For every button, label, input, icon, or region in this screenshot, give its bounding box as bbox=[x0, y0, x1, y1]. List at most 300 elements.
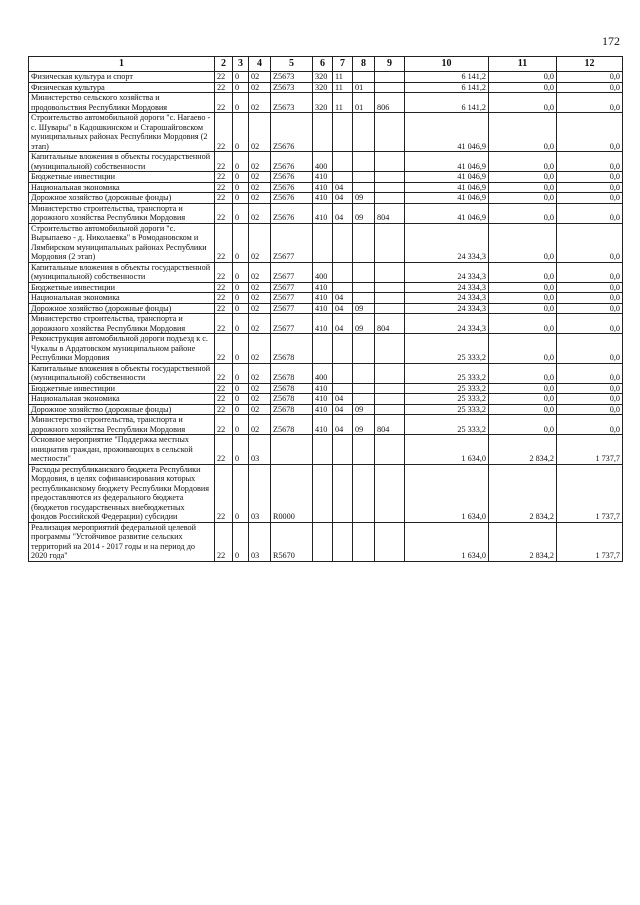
target-code-cell: Z5676 bbox=[271, 152, 313, 172]
col-4-cell: 03 bbox=[249, 464, 271, 522]
section-cell bbox=[333, 113, 353, 152]
amount-col-12-cell: 0,0 bbox=[557, 383, 623, 394]
col-3-cell: 0 bbox=[233, 303, 249, 314]
row-name-cell: Реконструкция автомобильной дороги подъезд к с. Чукалы в Ардатовском муниципальном районе Республики Мордовия bbox=[29, 334, 215, 364]
col-4-cell: 02 bbox=[249, 193, 271, 204]
subsection-cell: 01 bbox=[353, 82, 375, 93]
row-name-cell: Строительство автомобильной дороги "с. Вырыпаево - д. Николаевка" в Ромодановском и Лямбирском муниципальных районах Республики Мордовия (2 этап) bbox=[29, 223, 215, 262]
header-row bbox=[29, 57, 623, 72]
target-code-cell: Z5678 bbox=[271, 404, 313, 415]
target-code-cell: Z5678 bbox=[271, 363, 313, 383]
col-4-cell: 02 bbox=[249, 172, 271, 183]
amount-col-11-cell: 0,0 bbox=[489, 113, 557, 152]
col-3-cell: 0 bbox=[233, 404, 249, 415]
col-2-cell: 22 bbox=[215, 113, 233, 152]
section-cell bbox=[333, 363, 353, 383]
amount-col-11-cell: 0,0 bbox=[489, 72, 557, 83]
amount-col-10-cell: 25 333,2 bbox=[405, 334, 489, 364]
col-3-cell: 0 bbox=[233, 363, 249, 383]
section-cell: 11 bbox=[333, 93, 353, 113]
section-cell: 11 bbox=[333, 82, 353, 93]
amount-col-12-cell: 0,0 bbox=[557, 182, 623, 193]
col-3-cell: 0 bbox=[233, 113, 249, 152]
table-row bbox=[29, 172, 623, 183]
amount-col-10-cell: 25 333,2 bbox=[405, 415, 489, 435]
column-header: 11 bbox=[489, 57, 557, 72]
col-4-cell: 02 bbox=[249, 363, 271, 383]
table-row bbox=[29, 522, 623, 561]
column-header: 4 bbox=[249, 57, 271, 72]
target-code-cell: Z5677 bbox=[271, 223, 313, 262]
target-code-cell: Z5673 bbox=[271, 93, 313, 113]
amount-col-10-cell: 41 046,9 bbox=[405, 172, 489, 183]
col-2-cell: 22 bbox=[215, 464, 233, 522]
ministry-code-cell bbox=[375, 363, 405, 383]
expense-type-cell: 320 bbox=[313, 93, 333, 113]
amount-col-12-cell: 1 737,7 bbox=[557, 435, 623, 465]
amount-col-11-cell: 0,0 bbox=[489, 415, 557, 435]
amount-col-12-cell: 0,0 bbox=[557, 193, 623, 204]
amount-col-12-cell: 1 737,7 bbox=[557, 464, 623, 522]
col-2-cell: 22 bbox=[215, 72, 233, 83]
ministry-code-cell: 804 bbox=[375, 415, 405, 435]
ministry-code-cell bbox=[375, 394, 405, 405]
col-4-cell: 03 bbox=[249, 435, 271, 465]
table-row bbox=[29, 314, 623, 334]
col-2-cell: 22 bbox=[215, 314, 233, 334]
ministry-code-cell bbox=[375, 152, 405, 172]
ministry-code-cell: 804 bbox=[375, 314, 405, 334]
amount-col-12-cell: 0,0 bbox=[557, 404, 623, 415]
row-name-cell: Национальная экономика bbox=[29, 182, 215, 193]
column-header: 12 bbox=[557, 57, 623, 72]
amount-col-10-cell: 24 334,3 bbox=[405, 314, 489, 334]
col-4-cell: 02 bbox=[249, 152, 271, 172]
row-name-cell: Дорожное хозяйство (дорожные фонды) bbox=[29, 404, 215, 415]
target-code-cell: Z5677 bbox=[271, 303, 313, 314]
target-code-cell: Z5677 bbox=[271, 282, 313, 293]
expense-type-cell: 410 bbox=[313, 172, 333, 183]
amount-col-11-cell: 0,0 bbox=[489, 172, 557, 183]
table-row bbox=[29, 363, 623, 383]
amount-col-10-cell: 24 334,3 bbox=[405, 293, 489, 304]
subsection-cell: 09 bbox=[353, 203, 375, 223]
col-4-cell: 02 bbox=[249, 262, 271, 282]
col-3-cell: 0 bbox=[233, 282, 249, 293]
col-4-cell: 02 bbox=[249, 82, 271, 93]
subsection-cell: 09 bbox=[353, 404, 375, 415]
col-4-cell: 02 bbox=[249, 72, 271, 83]
amount-col-11-cell: 0,0 bbox=[489, 182, 557, 193]
ministry-code-cell bbox=[375, 113, 405, 152]
target-code-cell bbox=[271, 435, 313, 465]
amount-col-11-cell: 0,0 bbox=[489, 363, 557, 383]
row-name-cell: Реализация мероприятий федеральной целевой программы "Устойчивое развитие сельских территорий на 2014 - 2017 годы и на период до 2020 года" bbox=[29, 522, 215, 561]
col-2-cell: 22 bbox=[215, 193, 233, 204]
table-row bbox=[29, 334, 623, 364]
column-header: 7 bbox=[333, 57, 353, 72]
target-code-cell: R0000 bbox=[271, 464, 313, 522]
target-code-cell: Z5676 bbox=[271, 113, 313, 152]
subsection-cell bbox=[353, 152, 375, 172]
amount-col-12-cell: 0,0 bbox=[557, 172, 623, 183]
expense-type-cell: 410 bbox=[313, 383, 333, 394]
section-cell: 04 bbox=[333, 182, 353, 193]
target-code-cell: Z5676 bbox=[271, 193, 313, 204]
expense-type-cell: 410 bbox=[313, 293, 333, 304]
col-4-cell: 02 bbox=[249, 383, 271, 394]
table-row bbox=[29, 72, 623, 83]
table-row bbox=[29, 435, 623, 465]
col-3-cell: 0 bbox=[233, 223, 249, 262]
amount-col-12-cell: 0,0 bbox=[557, 314, 623, 334]
row-name-cell: Национальная экономика bbox=[29, 293, 215, 304]
col-3-cell: 0 bbox=[233, 522, 249, 561]
subsection-cell bbox=[353, 435, 375, 465]
amount-col-12-cell: 0,0 bbox=[557, 82, 623, 93]
table-row bbox=[29, 113, 623, 152]
expense-type-cell bbox=[313, 522, 333, 561]
col-4-cell: 02 bbox=[249, 282, 271, 293]
col-2-cell: 22 bbox=[215, 293, 233, 304]
col-3-cell: 0 bbox=[233, 203, 249, 223]
amount-col-10-cell: 41 046,9 bbox=[405, 193, 489, 204]
col-4-cell: 02 bbox=[249, 293, 271, 304]
row-name-cell: Министерство строительства, транспорта и дорожного хозяйства Республики Мордовия bbox=[29, 203, 215, 223]
amount-col-11-cell: 0,0 bbox=[489, 404, 557, 415]
amount-col-11-cell: 2 834,2 bbox=[489, 522, 557, 561]
amount-col-12-cell: 0,0 bbox=[557, 293, 623, 304]
col-2-cell: 22 bbox=[215, 172, 233, 183]
ministry-code-cell bbox=[375, 193, 405, 204]
section-cell: 04 bbox=[333, 404, 353, 415]
expense-type-cell bbox=[313, 464, 333, 522]
subsection-cell bbox=[353, 172, 375, 183]
ministry-code-cell bbox=[375, 282, 405, 293]
amount-col-11-cell: 0,0 bbox=[489, 303, 557, 314]
row-name-cell: Министерство строительства, транспорта и дорожного хозяйства Республики Мордовия bbox=[29, 415, 215, 435]
amount-col-10-cell: 25 333,2 bbox=[405, 394, 489, 405]
page-number: 172 bbox=[602, 34, 620, 48]
amount-col-11-cell: 2 834,2 bbox=[489, 435, 557, 465]
table-row bbox=[29, 182, 623, 193]
expense-type-cell: 410 bbox=[313, 404, 333, 415]
amount-col-10-cell: 41 046,9 bbox=[405, 182, 489, 193]
amount-col-12-cell: 0,0 bbox=[557, 415, 623, 435]
amount-col-10-cell: 41 046,9 bbox=[405, 152, 489, 172]
expense-type-cell: 320 bbox=[313, 72, 333, 83]
row-name-cell: Национальная экономика bbox=[29, 394, 215, 405]
expense-type-cell: 320 bbox=[313, 82, 333, 93]
subsection-cell: 09 bbox=[353, 314, 375, 334]
col-4-cell: 02 bbox=[249, 93, 271, 113]
col-2-cell: 22 bbox=[215, 394, 233, 405]
amount-col-10-cell: 1 634,0 bbox=[405, 435, 489, 465]
expense-type-cell: 410 bbox=[313, 282, 333, 293]
target-code-cell: Z5678 bbox=[271, 334, 313, 364]
amount-col-10-cell: 1 634,0 bbox=[405, 522, 489, 561]
subsection-cell bbox=[353, 334, 375, 364]
row-name-cell: Дорожное хозяйство (дорожные фонды) bbox=[29, 303, 215, 314]
amount-col-10-cell: 24 334,3 bbox=[405, 262, 489, 282]
expense-type-cell bbox=[313, 334, 333, 364]
ministry-code-cell bbox=[375, 262, 405, 282]
ministry-code-cell: 806 bbox=[375, 93, 405, 113]
ministry-code-cell: 804 bbox=[375, 203, 405, 223]
section-cell bbox=[333, 262, 353, 282]
amount-col-11-cell: 0,0 bbox=[489, 293, 557, 304]
column-header: 1 bbox=[29, 57, 215, 72]
ministry-code-cell bbox=[375, 522, 405, 561]
ministry-code-cell bbox=[375, 435, 405, 465]
table-row bbox=[29, 282, 623, 293]
row-name-cell: Основное мероприятие "Поддержка местных инициатив граждан, проживающих в сельской местности" bbox=[29, 435, 215, 465]
table-row bbox=[29, 152, 623, 172]
col-4-cell: 02 bbox=[249, 415, 271, 435]
ministry-code-cell bbox=[375, 383, 405, 394]
amount-col-10-cell: 6 141,2 bbox=[405, 72, 489, 83]
amount-col-10-cell: 25 333,2 bbox=[405, 363, 489, 383]
expense-type-cell: 410 bbox=[313, 415, 333, 435]
section-cell bbox=[333, 522, 353, 561]
subsection-cell bbox=[353, 464, 375, 522]
amount-col-11-cell: 0,0 bbox=[489, 82, 557, 93]
amount-col-11-cell: 0,0 bbox=[489, 334, 557, 364]
section-cell: 04 bbox=[333, 203, 353, 223]
table-row bbox=[29, 203, 623, 223]
budget-table bbox=[28, 56, 623, 562]
amount-col-10-cell: 6 141,2 bbox=[405, 93, 489, 113]
section-cell bbox=[333, 334, 353, 364]
row-name-cell: Дорожное хозяйство (дорожные фонды) bbox=[29, 193, 215, 204]
section-cell: 11 bbox=[333, 72, 353, 83]
subsection-cell: 09 bbox=[353, 193, 375, 204]
target-code-cell: Z5676 bbox=[271, 172, 313, 183]
column-header: 9 bbox=[375, 57, 405, 72]
section-cell: 04 bbox=[333, 303, 353, 314]
col-4-cell: 02 bbox=[249, 404, 271, 415]
subsection-cell bbox=[353, 383, 375, 394]
section-cell bbox=[333, 172, 353, 183]
amount-col-11-cell: 2 834,2 bbox=[489, 464, 557, 522]
ministry-code-cell bbox=[375, 293, 405, 304]
table-row bbox=[29, 404, 623, 415]
col-2-cell: 22 bbox=[215, 522, 233, 561]
amount-col-12-cell: 0,0 bbox=[557, 203, 623, 223]
column-header: 3 bbox=[233, 57, 249, 72]
section-cell: 04 bbox=[333, 314, 353, 334]
col-2-cell: 22 bbox=[215, 93, 233, 113]
col-3-cell: 0 bbox=[233, 172, 249, 183]
ministry-code-cell bbox=[375, 334, 405, 364]
amount-col-11-cell: 0,0 bbox=[489, 383, 557, 394]
amount-col-12-cell: 1 737,7 bbox=[557, 522, 623, 561]
col-2-cell: 22 bbox=[215, 404, 233, 415]
col-3-cell: 0 bbox=[233, 435, 249, 465]
col-2-cell: 22 bbox=[215, 303, 233, 314]
col-2-cell: 22 bbox=[215, 223, 233, 262]
amount-col-11-cell: 0,0 bbox=[489, 314, 557, 334]
subsection-cell: 09 bbox=[353, 303, 375, 314]
ministry-code-cell bbox=[375, 223, 405, 262]
col-2-cell: 22 bbox=[215, 262, 233, 282]
row-name-cell: Физическая культура и спорт bbox=[29, 72, 215, 83]
amount-col-12-cell: 0,0 bbox=[557, 93, 623, 113]
subsection-cell bbox=[353, 182, 375, 193]
section-cell: 04 bbox=[333, 415, 353, 435]
row-name-cell: Бюджетные инвестиции bbox=[29, 383, 215, 394]
row-name-cell: Бюджетные инвестиции bbox=[29, 172, 215, 183]
col-2-cell: 22 bbox=[215, 383, 233, 394]
table-row bbox=[29, 293, 623, 304]
amount-col-12-cell: 0,0 bbox=[557, 72, 623, 83]
table-row bbox=[29, 415, 623, 435]
amount-col-10-cell: 41 046,9 bbox=[405, 203, 489, 223]
target-code-cell: Z5677 bbox=[271, 293, 313, 304]
ministry-code-cell bbox=[375, 72, 405, 83]
col-3-cell: 0 bbox=[233, 394, 249, 405]
amount-col-11-cell: 0,0 bbox=[489, 282, 557, 293]
table-row bbox=[29, 262, 623, 282]
ministry-code-cell bbox=[375, 172, 405, 183]
col-3-cell: 0 bbox=[233, 334, 249, 364]
col-2-cell: 22 bbox=[215, 282, 233, 293]
col-4-cell: 02 bbox=[249, 334, 271, 364]
section-cell: 04 bbox=[333, 394, 353, 405]
ministry-code-cell bbox=[375, 303, 405, 314]
amount-col-10-cell: 41 046,9 bbox=[405, 113, 489, 152]
column-header: 5 bbox=[271, 57, 313, 72]
row-name-cell: Капитальные вложения в объекты государственной (муниципальной) собственности bbox=[29, 363, 215, 383]
expense-type-cell: 410 bbox=[313, 182, 333, 193]
section-cell bbox=[333, 282, 353, 293]
column-header: 2 bbox=[215, 57, 233, 72]
row-name-cell: Строительство автомобильной дороги "с. Нагаево - с. Шувары" в Кадошкинском и Старошайговском муниципальных районах Республики Мордовия (2 этап) bbox=[29, 113, 215, 152]
subsection-cell bbox=[353, 72, 375, 83]
subsection-cell bbox=[353, 522, 375, 561]
column-header: 6 bbox=[313, 57, 333, 72]
amount-col-10-cell: 25 333,2 bbox=[405, 404, 489, 415]
row-name-cell: Расходы республиканского бюджета Республики Мордовия, в целях софинансирования которых республиканскому бюджету Республики Мордовия предоставляются из федерального бюджета (бюджетов государственных внебюджетных фондов Российской Федерации) субсидии bbox=[29, 464, 215, 522]
amount-col-12-cell: 0,0 bbox=[557, 152, 623, 172]
amount-col-10-cell: 24 334,3 bbox=[405, 282, 489, 293]
expense-type-cell: 400 bbox=[313, 363, 333, 383]
expense-type-cell bbox=[313, 113, 333, 152]
amount-col-12-cell: 0,0 bbox=[557, 303, 623, 314]
amount-col-10-cell: 24 334,3 bbox=[405, 223, 489, 262]
subsection-cell bbox=[353, 223, 375, 262]
expense-type-cell: 410 bbox=[313, 193, 333, 204]
amount-col-11-cell: 0,0 bbox=[489, 93, 557, 113]
subsection-cell bbox=[353, 363, 375, 383]
target-code-cell: Z5673 bbox=[271, 72, 313, 83]
ministry-code-cell bbox=[375, 182, 405, 193]
target-code-cell: Z5676 bbox=[271, 203, 313, 223]
row-name-cell: Физическая культура bbox=[29, 82, 215, 93]
expense-type-cell bbox=[313, 223, 333, 262]
col-4-cell: 02 bbox=[249, 182, 271, 193]
expense-type-cell: 410 bbox=[313, 394, 333, 405]
table-row bbox=[29, 93, 623, 113]
col-3-cell: 0 bbox=[233, 383, 249, 394]
col-3-cell: 0 bbox=[233, 314, 249, 334]
section-cell: 04 bbox=[333, 293, 353, 304]
col-3-cell: 0 bbox=[233, 464, 249, 522]
col-4-cell: 02 bbox=[249, 203, 271, 223]
col-3-cell: 0 bbox=[233, 182, 249, 193]
subsection-cell bbox=[353, 113, 375, 152]
amount-col-11-cell: 0,0 bbox=[489, 223, 557, 262]
col-4-cell: 02 bbox=[249, 314, 271, 334]
amount-col-12-cell: 0,0 bbox=[557, 394, 623, 405]
expense-type-cell: 410 bbox=[313, 203, 333, 223]
amount-col-10-cell: 1 634,0 bbox=[405, 464, 489, 522]
ministry-code-cell bbox=[375, 404, 405, 415]
col-2-cell: 22 bbox=[215, 415, 233, 435]
target-code-cell: Z5677 bbox=[271, 262, 313, 282]
target-code-cell: Z5678 bbox=[271, 383, 313, 394]
col-2-cell: 22 bbox=[215, 435, 233, 465]
subsection-cell: 09 bbox=[353, 415, 375, 435]
col-3-cell: 0 bbox=[233, 82, 249, 93]
col-2-cell: 22 bbox=[215, 334, 233, 364]
column-header: 10 bbox=[405, 57, 489, 72]
expense-type-cell: 400 bbox=[313, 262, 333, 282]
section-cell bbox=[333, 383, 353, 394]
amount-col-11-cell: 0,0 bbox=[489, 203, 557, 223]
col-3-cell: 0 bbox=[233, 262, 249, 282]
subsection-cell bbox=[353, 394, 375, 405]
amount-col-10-cell: 24 334,3 bbox=[405, 303, 489, 314]
amount-col-11-cell: 0,0 bbox=[489, 394, 557, 405]
row-name-cell: Министерство сельского хозяйства и продовольствия Республики Мордовия bbox=[29, 93, 215, 113]
table-row bbox=[29, 193, 623, 204]
target-code-cell: Z5676 bbox=[271, 182, 313, 193]
column-header: 8 bbox=[353, 57, 375, 72]
section-cell bbox=[333, 223, 353, 262]
col-4-cell: 02 bbox=[249, 223, 271, 262]
amount-col-11-cell: 0,0 bbox=[489, 152, 557, 172]
col-3-cell: 0 bbox=[233, 152, 249, 172]
subsection-cell bbox=[353, 293, 375, 304]
section-cell bbox=[333, 152, 353, 172]
table-row bbox=[29, 303, 623, 314]
amount-col-12-cell: 0,0 bbox=[557, 363, 623, 383]
target-code-cell: Z5678 bbox=[271, 394, 313, 405]
table-row bbox=[29, 383, 623, 394]
subsection-cell bbox=[353, 262, 375, 282]
amount-col-12-cell: 0,0 bbox=[557, 262, 623, 282]
row-name-cell: Капитальные вложения в объекты государственной (муниципальной) собственности bbox=[29, 152, 215, 172]
expense-type-cell bbox=[313, 435, 333, 465]
target-code-cell: Z5678 bbox=[271, 415, 313, 435]
amount-col-12-cell: 0,0 bbox=[557, 282, 623, 293]
col-2-cell: 22 bbox=[215, 363, 233, 383]
col-4-cell: 02 bbox=[249, 303, 271, 314]
table-body bbox=[29, 72, 623, 562]
expense-type-cell: 410 bbox=[313, 303, 333, 314]
ministry-code-cell bbox=[375, 464, 405, 522]
expense-type-cell: 410 bbox=[313, 314, 333, 334]
amount-col-10-cell: 25 333,2 bbox=[405, 383, 489, 394]
subsection-cell bbox=[353, 282, 375, 293]
row-name-cell: Бюджетные инвестиции bbox=[29, 282, 215, 293]
expense-type-cell: 400 bbox=[313, 152, 333, 172]
ministry-code-cell bbox=[375, 82, 405, 93]
amount-col-10-cell: 6 141,2 bbox=[405, 82, 489, 93]
target-code-cell: Z5677 bbox=[271, 314, 313, 334]
col-2-cell: 22 bbox=[215, 203, 233, 223]
